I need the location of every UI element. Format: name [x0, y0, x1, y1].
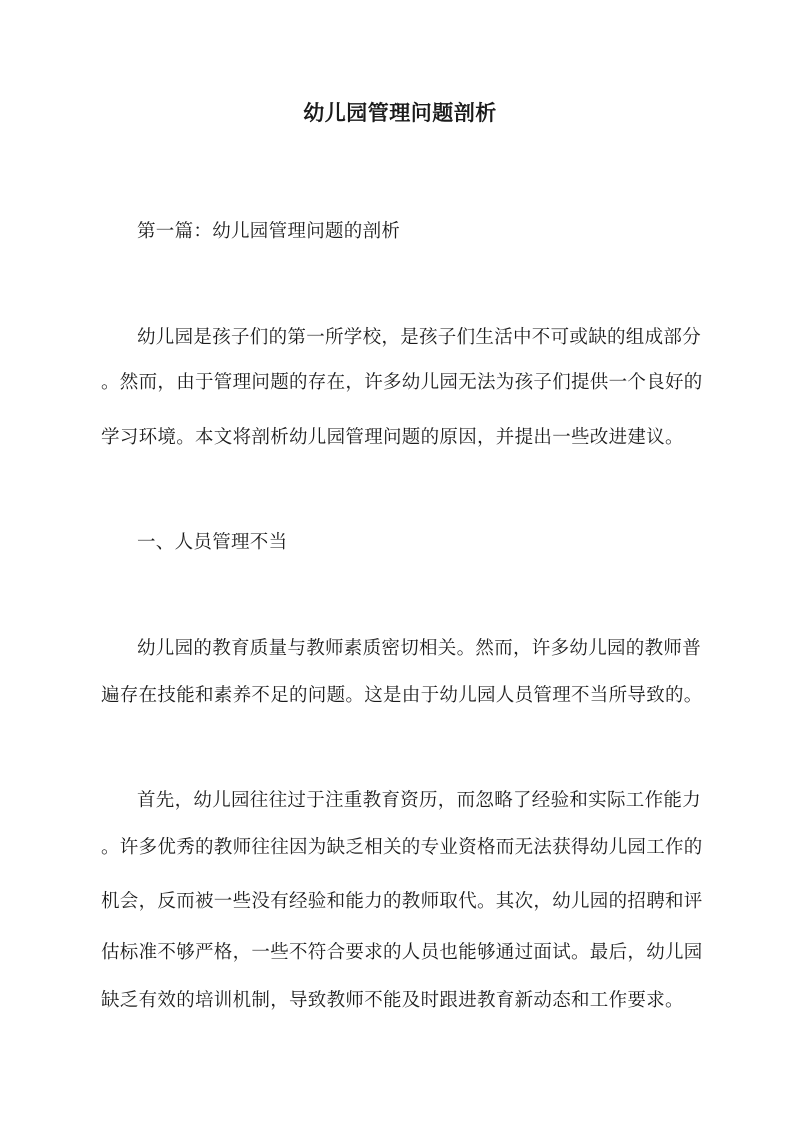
- paragraph-3-line-3: 机会，反而被一些没有经验和能力的教师取代。其次，幼儿园的招聘和评: [101, 891, 703, 912]
- paragraph-1-line-1: 幼儿园是孩子们的第一所学校，是孩子们生活中不可或缺的组成部分: [137, 327, 702, 348]
- paragraph-1-line-3: 学习环境。本文将剖析幼儿园管理问题的原因，并提出一些改进建议。: [101, 427, 684, 448]
- paragraph-3-line-4: 估标准不够严格，一些不符合要求的人员也能够通过面试。最后，幼儿园: [101, 942, 703, 963]
- paragraph-3-line-2: 。许多优秀的教师往往因为缺乏相关的专业资格而无法获得幼儿园工作的: [101, 837, 703, 858]
- document-title: 幼儿园管理问题剖析: [303, 100, 497, 125]
- paragraph-1-line-2: 。然而，由于管理问题的存在，许多幼儿园无法为孩子们提供一个良好的: [101, 372, 703, 393]
- paragraph-3-line-5: 缺乏有效的培训机制，导致教师不能及时跟进教育新动态和工作要求。: [101, 990, 684, 1011]
- section-heading-2: 一、人员管理不当: [137, 532, 288, 553]
- section-heading-1: 第一篇：幼儿园管理问题的剖析: [137, 221, 401, 242]
- paragraph-2-line-1: 幼儿园的教育质量与教师素质密切相关。然而，许多幼儿园的教师普: [137, 638, 702, 659]
- paragraph-3-line-1: 首先，幼儿园往往过于注重教育资历，而忽略了经验和实际工作能力: [137, 790, 702, 811]
- paragraph-2-line-2: 遍存在技能和素养不足的问题。这是由于幼儿园人员管理不当所导致的。: [101, 685, 703, 706]
